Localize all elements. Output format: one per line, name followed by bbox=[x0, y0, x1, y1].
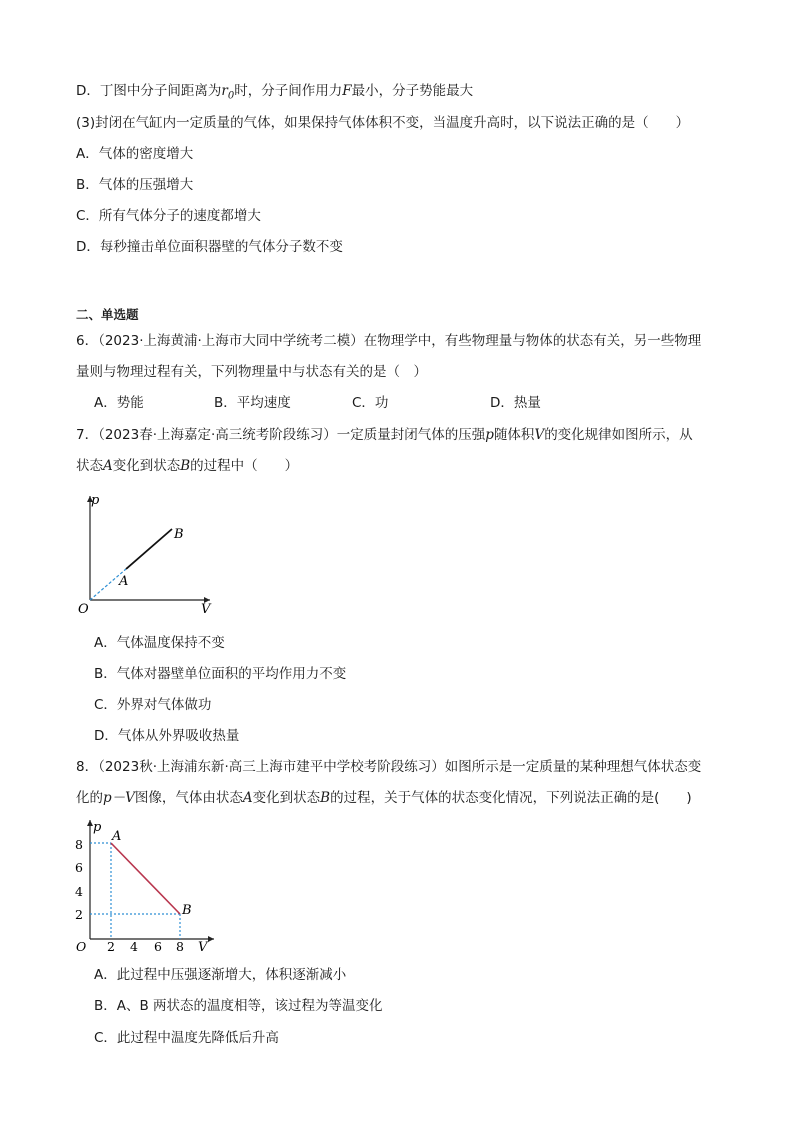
q5-option-d-text-2: 时，分子间作用力 bbox=[234, 83, 343, 99]
q5-sub3-question: (3)封闭在气缸内一定质量的气体，如果保持气体体积不变，当温度升高时，以下说法正确的是（ ） bbox=[76, 115, 690, 131]
symbol-F: F bbox=[342, 83, 352, 99]
q8-y-tick-2: 2 bbox=[75, 907, 83, 922]
q8-stem-line2 bbox=[76, 789, 692, 807]
q5-option-d-text-3: 最小，分子势能最大 bbox=[351, 83, 474, 99]
q7-point-a-label: A bbox=[119, 574, 129, 589]
q7-origin-label: O bbox=[78, 602, 89, 616]
q7-stem-text-1: 7．（2023春·上海嘉定·高三统考阶段练习）一定质量封闭气体的压强 bbox=[76, 427, 486, 443]
q8-x-tick-4: 4 bbox=[130, 939, 138, 954]
q7-stem-text-3: 的变化规律如图所示，从 bbox=[544, 427, 693, 443]
q8-origin-label: O bbox=[76, 939, 87, 954]
symbol-r: r bbox=[221, 83, 228, 99]
q8-x-arrow bbox=[208, 936, 214, 942]
q8-y-label: p bbox=[93, 820, 102, 835]
q8-point-a-label: A bbox=[112, 829, 122, 844]
q7-stem-text-4: 状态 bbox=[76, 458, 103, 474]
q7-stem-text-5: 变化到状态 bbox=[112, 458, 181, 474]
symbol-V: V bbox=[534, 427, 545, 443]
q8-ab-line bbox=[111, 843, 180, 914]
q8-x-tick-8: 8 bbox=[176, 939, 184, 954]
q7-ab-line bbox=[126, 529, 172, 569]
q8-option-b: B．A、B 两状态的温度相等，该过程为等温变化 bbox=[94, 998, 383, 1014]
q7-stem-text-2: 随体积 bbox=[493, 427, 535, 443]
q7-stem-text-6: 的过程中（ ） bbox=[190, 458, 299, 474]
q8-x-label: V bbox=[198, 940, 208, 954]
q8-x-tick-2: 2 bbox=[107, 939, 115, 954]
q8-stem-text-1: 化的 bbox=[76, 790, 103, 806]
q8-stem-text-2: 图像，气体由状态 bbox=[134, 790, 243, 806]
q8-point-b-label: B bbox=[182, 903, 192, 918]
q5-sub3-option-a: A．气体的密度增大 bbox=[76, 146, 194, 162]
q6-option-b: B．平均速度 bbox=[214, 395, 291, 411]
symbol-p: p bbox=[485, 427, 494, 443]
q7-x-label: V bbox=[201, 602, 211, 616]
q8-option-c: C．此过程中温度先降低后升高 bbox=[94, 1030, 279, 1046]
q6-option-c: C．功 bbox=[352, 395, 389, 411]
q8-y-tick-8: 8 bbox=[75, 837, 83, 852]
q8-option-a: A．此过程中压强逐渐增大，体积逐渐减小 bbox=[94, 967, 347, 983]
q6-option-a: A．势能 bbox=[94, 395, 144, 411]
q8-stem-line1: 8．（2023秋·上海浦东新·高三上海市建平中学校考阶段练习）如图所示是一定质量的某种理想气体状态变 bbox=[76, 759, 702, 775]
symbol-A: A bbox=[242, 790, 253, 806]
symbol-p-v: p－V bbox=[103, 790, 135, 806]
q6-stem-line2: 量则与物理过程有关，下列物理量中与状态有关的是（ ） bbox=[76, 364, 427, 380]
q6-stem-line1: 6．（2023·上海黄浦·上海市大同中学统考二模）在物理学中，有些物理量与物体的状态有关，另一些物理 bbox=[76, 333, 702, 349]
q8-y-tick-4: 4 bbox=[75, 884, 83, 899]
q7-point-b-label: B bbox=[174, 527, 184, 542]
q5-sub3-option-d: D．每秒撞击单位面积器壁的气体分子数不变 bbox=[76, 239, 343, 255]
q5-option-d-text-1: D．丁图中分子间距离为 bbox=[76, 83, 222, 99]
q7-option-a: A．气体温度保持不变 bbox=[94, 635, 225, 651]
q8-stem-text-3: 变化到状态 bbox=[252, 790, 321, 806]
q7-pv-graph bbox=[70, 486, 220, 616]
q5-sub3-option-b: B．气体的压强增大 bbox=[76, 177, 194, 193]
q7-option-b: B．气体对器壁单位面积的平均作用力不变 bbox=[94, 666, 347, 682]
q7-option-d: D．气体从外界吸收热量 bbox=[94, 728, 240, 744]
symbol-r-subscript: 0 bbox=[227, 90, 235, 102]
q7-y-label: p bbox=[91, 493, 100, 508]
q8-x-tick-6: 6 bbox=[154, 939, 162, 954]
q6-option-d: D．热量 bbox=[490, 395, 541, 411]
q8-pv-graph bbox=[72, 816, 222, 954]
q8-y-tick-6: 6 bbox=[75, 860, 83, 875]
q8-stem-text-4: 的过程，关于气体的状态变化情况，下列说法正确的是( ) bbox=[330, 790, 692, 806]
q7-stem-line1 bbox=[76, 426, 693, 444]
symbol-B: B bbox=[180, 458, 191, 474]
q7-stem-line2 bbox=[76, 457, 298, 475]
section-title: 二、单选题 bbox=[76, 307, 139, 322]
symbol-A: A bbox=[103, 458, 113, 474]
q5-option-d bbox=[76, 82, 473, 106]
q7-option-c: C．外界对气体做功 bbox=[94, 697, 212, 713]
q5-sub3-option-c: C．所有气体分子的速度都增大 bbox=[76, 208, 261, 224]
symbol-B: B bbox=[320, 790, 331, 806]
